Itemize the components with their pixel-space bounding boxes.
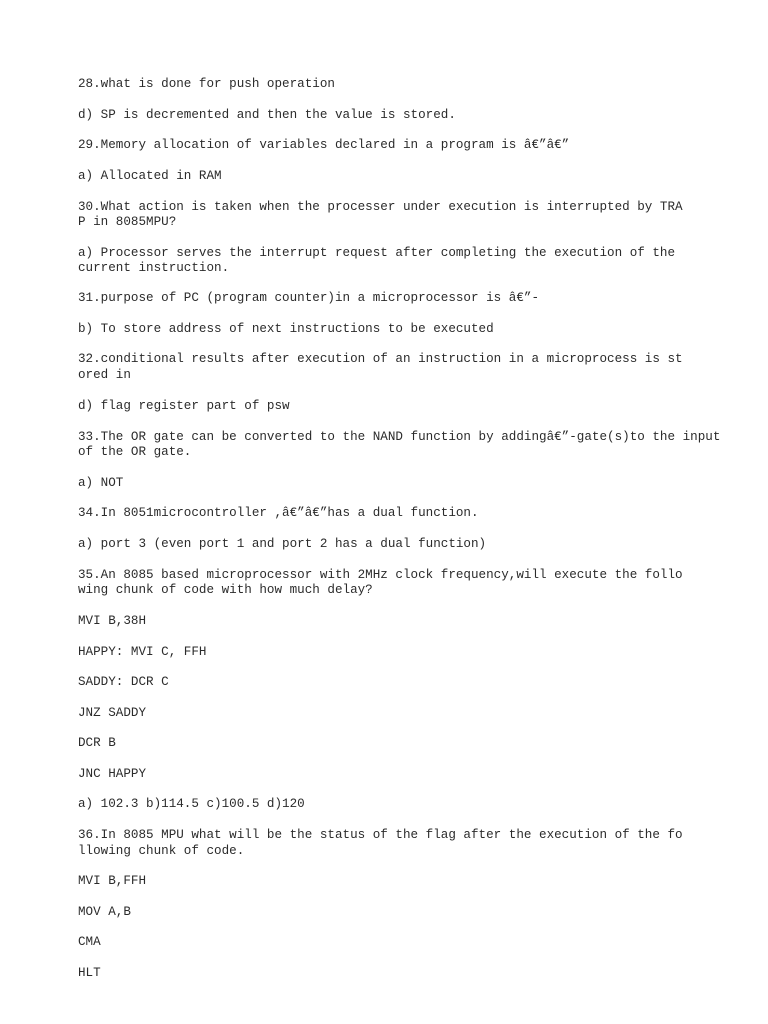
code-line: HLT [78, 966, 101, 980]
answer-31: b) To store address of next instructions to be executed [78, 322, 494, 336]
code-line: JNC HAPPY [78, 767, 147, 781]
answer-32: d) flag register part of psw [78, 399, 290, 413]
code-line: MOV A,B [78, 905, 131, 919]
question-36-line-1: 36.In 8085 MPU what will be the status of the flag after the execution of the fo [78, 828, 683, 842]
answer-35: a) 102.3 b)114.5 c)100.5 d)120 [78, 797, 305, 811]
question-32-line-2: ored in [78, 368, 131, 382]
question-32-line-1: 32.conditional results after execution of an instruction in a microprocess is st [78, 352, 683, 366]
code-line: MVI B,38H [78, 614, 147, 628]
code-line: DCR B [78, 736, 116, 750]
answer-34: a) port 3 (even port 1 and port 2 has a dual function) [78, 537, 487, 551]
question-31: 31.purpose of PC (program counter)in a microprocessor is â€”- [78, 291, 540, 305]
question-35-line-1: 35.An 8085 based microprocessor with 2MHz clock frequency,will execute the follo [78, 568, 683, 582]
code-line: SADDY: DCR C [78, 675, 169, 689]
question-33-line-1: 33.The OR gate can be converted to the NAND function by addingâ€”-gate(s)to the input [78, 430, 721, 444]
code-line: HAPPY: MVI C, FFH [78, 645, 207, 659]
question-35-line-2: wing chunk of code with how much delay? [78, 583, 373, 597]
code-line: CMA [78, 935, 101, 949]
question-36-line-2: llowing chunk of code. [78, 844, 245, 858]
answer-28: d) SP is decremented and then the value is stored. [78, 108, 456, 122]
question-33-line-2: of the OR gate. [78, 445, 192, 459]
question-28: 28.what is done for push operation [78, 77, 335, 91]
code-line: JNZ SADDY [78, 706, 147, 720]
answer-33: a) NOT [78, 476, 124, 490]
answer-30-line-1: a) Processor serves the interrupt request after completing the execution of the [78, 246, 676, 260]
answer-29: a) Allocated in RAM [78, 169, 222, 183]
question-34: 34.In 8051microcontroller ,â€”â€”has a dual function. [78, 506, 479, 520]
question-29: 29.Memory allocation of variables declared in a program is â€”â€” [78, 138, 570, 152]
question-30-line-1: 30.What action is taken when the processer under execution is interrupted by TRA [78, 200, 683, 214]
code-line: MVI B,FFH [78, 874, 147, 888]
question-30-line-2: P in 8085MPU? [78, 215, 177, 229]
answer-30-line-2: current instruction. [78, 261, 230, 275]
